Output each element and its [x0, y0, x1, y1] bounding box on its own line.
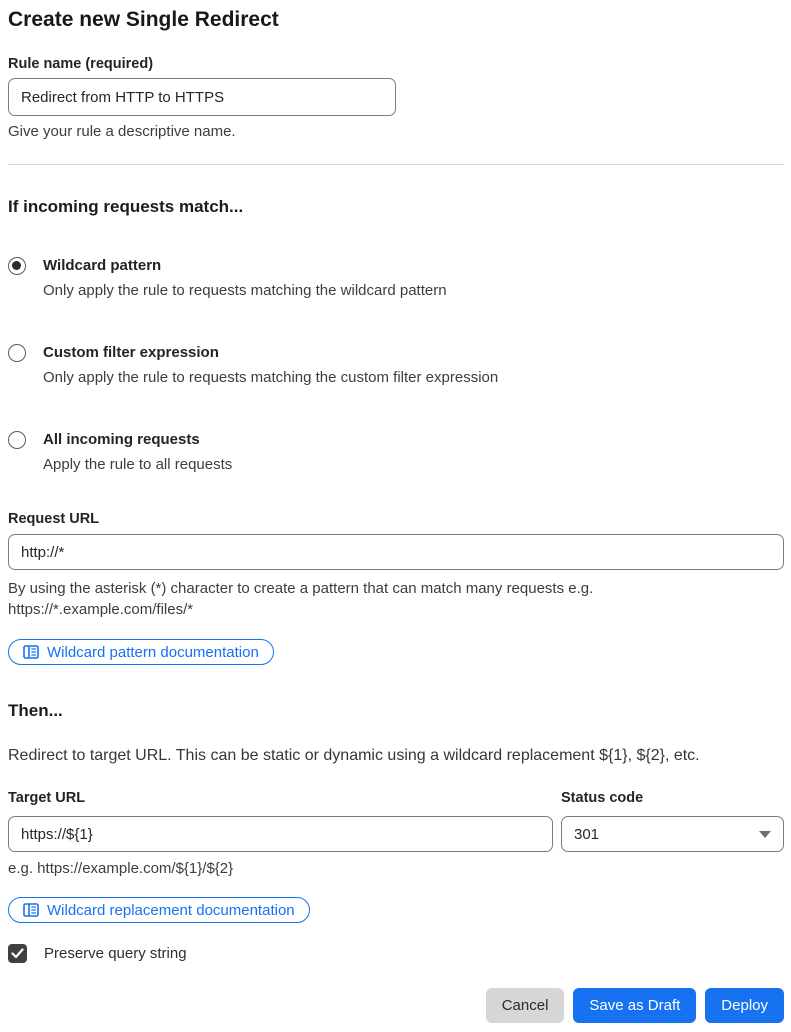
radio-option-custom-filter[interactable]	[8, 344, 784, 387]
match-type-radio-group	[8, 257, 784, 474]
radio-description: Only apply the rule to requests matching the wildcard pattern	[43, 282, 447, 299]
request-url-input[interactable]	[8, 534, 784, 570]
preserve-query-label: Preserve query string	[44, 945, 187, 962]
check-icon	[11, 948, 24, 959]
status-code-select[interactable]	[561, 816, 784, 852]
request-url-label: Request URL	[8, 511, 100, 527]
radio-description: Apply the rule to all requests	[43, 456, 233, 473]
then-section-description: Redirect to target URL. This can be static or dynamic using a wildcard replacement ${1}, ${2}, etc.	[8, 747, 700, 764]
doc-button-label: Wildcard replacement documentation	[47, 901, 295, 919]
preserve-query-checkbox-checked[interactable]	[8, 944, 27, 963]
open-book-icon	[23, 903, 39, 917]
status-code-label: Status code	[561, 790, 644, 806]
radio-label: Custom filter expression	[43, 344, 219, 361]
wildcard-pattern-docs-button[interactable]	[8, 639, 274, 665]
cancel-button[interactable]: Cancel	[486, 988, 565, 1023]
rule-name-label: Rule name (required)	[8, 56, 154, 72]
section-divider	[8, 164, 784, 165]
deploy-button[interactable]: Deploy	[705, 988, 784, 1023]
then-section-heading: Then...	[8, 701, 63, 720]
radio-option-wildcard-pattern[interactable]	[8, 257, 784, 300]
save-as-draft-button[interactable]: Save as Draft	[573, 988, 696, 1023]
caret-down-icon	[759, 831, 771, 838]
radio-button-selected[interactable]	[8, 257, 26, 275]
radio-button[interactable]	[8, 431, 26, 449]
rule-name-help: Give your rule a descriptive name.	[8, 123, 236, 140]
doc-button-label: Wildcard pattern documentation	[47, 643, 259, 661]
wildcard-replacement-docs-button[interactable]	[8, 897, 310, 923]
target-url-label: Target URL	[8, 790, 86, 806]
request-url-help: By using the asterisk (*) character to create a pattern that can match many requests e.g. https://*.example.com/files/*	[8, 580, 594, 618]
radio-description: Only apply the rule to requests matching the custom filter expression	[43, 369, 499, 386]
target-url-help: e.g. https://example.com/${1}/${2}	[8, 860, 234, 877]
target-url-input[interactable]	[8, 816, 553, 852]
radio-button[interactable]	[8, 344, 26, 362]
radio-option-all-requests[interactable]	[8, 431, 784, 474]
page-title: Create new Single Redirect	[8, 8, 279, 31]
preserve-query-row[interactable]	[8, 944, 784, 963]
radio-label: All incoming requests	[43, 431, 200, 448]
match-section-heading: If incoming requests match...	[8, 197, 244, 216]
footer-actions	[8, 988, 784, 1023]
open-book-icon	[23, 645, 39, 659]
status-code-value: 301	[574, 825, 600, 843]
radio-label: Wildcard pattern	[43, 257, 162, 274]
rule-name-input[interactable]	[8, 78, 396, 116]
